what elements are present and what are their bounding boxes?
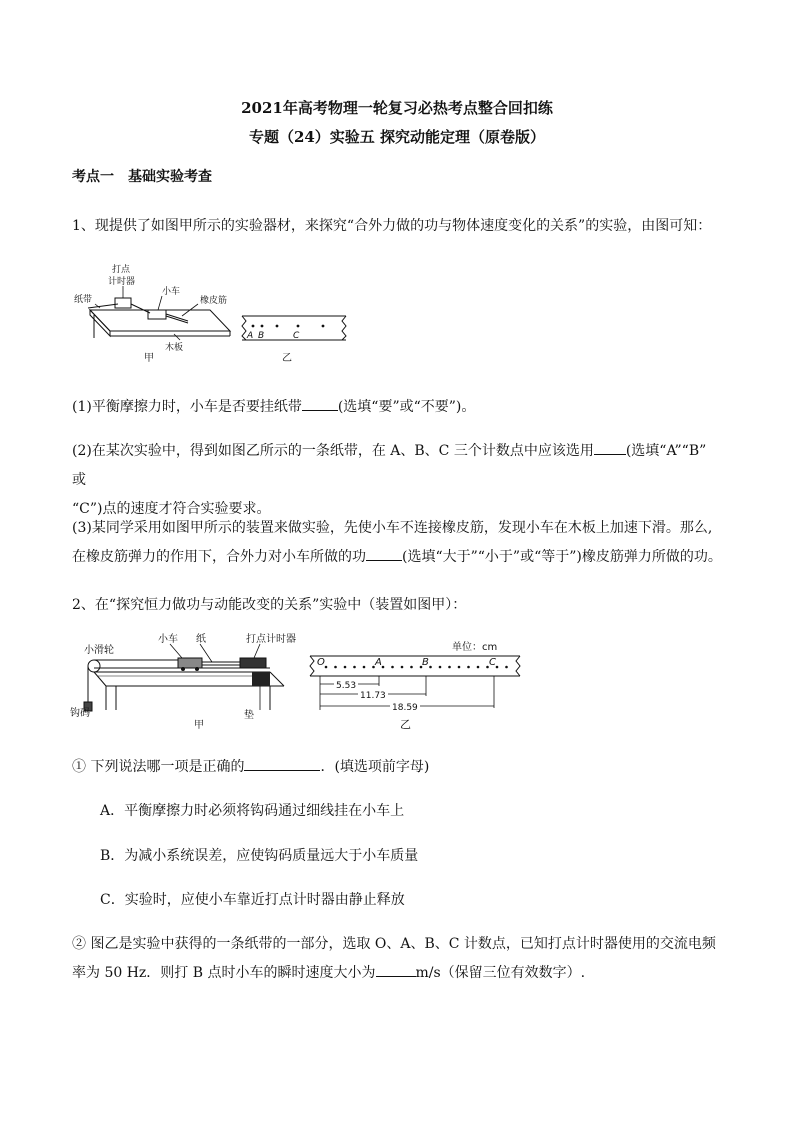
label-point-c: C xyxy=(489,657,496,668)
tape-dot xyxy=(496,666,499,669)
label-distance-oc: 18.59 xyxy=(392,703,418,713)
q2-sub2: ② 图乙是实验中获得的一条纸带的一部分，选取 O、A、B、C 计数点，已知打点计时器使用的交流电频 率为 50 Hz．则打 B 点时小车的瞬时速度大小为 m/s（保留三位有效数字）. xyxy=(72,936,716,981)
tape-dot xyxy=(382,666,385,669)
section-heading xyxy=(72,166,212,186)
label-unit: 单位：cm xyxy=(452,642,498,653)
tape-dot xyxy=(439,666,442,669)
label-distance-ob: 11.73 xyxy=(360,691,386,701)
timer-shape xyxy=(115,298,131,308)
tape-dot xyxy=(458,666,461,669)
answer-blank-q2-1[interactable] xyxy=(244,756,320,771)
tape-dot xyxy=(363,666,366,669)
answer-blank-q1-2[interactable] xyxy=(594,440,626,455)
q1-part1: (1)平衡摩擦力时，小车是否要挂纸带 (选填“要”或“不要”)。 xyxy=(72,393,722,422)
label-point-a: A xyxy=(247,331,254,341)
caption-jia: 甲 xyxy=(144,353,154,364)
label-timer-line2: 计时器 xyxy=(108,277,136,287)
tape-dot xyxy=(448,666,451,669)
pulley-shape xyxy=(88,660,100,672)
caption-yi: 乙 xyxy=(282,353,292,364)
cart-shape xyxy=(178,658,202,668)
tape-dot xyxy=(297,325,300,328)
document-title: 2021年高考物理一轮复习必热考点整合回扣练 xyxy=(241,99,553,117)
answer-blank-q2-2[interactable] xyxy=(376,962,416,977)
label-weight: 钩码 xyxy=(70,708,90,719)
q1-figure-yi xyxy=(242,316,346,364)
q2-figure-jia xyxy=(70,628,540,738)
caption-jia: 甲 xyxy=(194,720,204,731)
tape-dot xyxy=(261,325,264,328)
tape-dot xyxy=(344,666,347,669)
tape-dot xyxy=(410,666,413,669)
label-timer: 打点计时器 xyxy=(246,634,296,645)
label-cart: 小车 xyxy=(158,634,178,645)
document-subtitle: 专题（24）实验五 探究动能定理（原卷版） xyxy=(248,128,546,146)
q1-stem: 1、现提供了如图甲所示的实验器材，来探究“合外力做的功与物体速度变化的关系”的实验，由图可知： xyxy=(72,218,712,234)
board-shape xyxy=(90,310,230,331)
q2-option-c: C．实验时，应使小车靠近打点计时器由静止释放 xyxy=(100,892,405,908)
tape-dot xyxy=(276,325,279,328)
q2-option-b: B．为减小系统误差，应使钩码质量远大于小车质量 xyxy=(100,848,419,864)
tape-dot xyxy=(477,666,480,669)
pad-shape xyxy=(252,672,270,686)
timer-shape xyxy=(240,658,266,668)
label-pulley: 小滑轮 xyxy=(84,645,114,656)
cart-shape xyxy=(148,310,166,319)
q2-figure-yi xyxy=(310,640,520,731)
label-cart: 小车 xyxy=(162,287,181,297)
q1-part2: (2)在某次实验中，得到如图乙所示的一条纸带，在 A、B、C 三个计数点中应该选用 (选填“A”“B” 或 “C”)点的速度才符合实验要求。 xyxy=(72,437,722,524)
q2-sub1: ① 下列说法哪一项是正确的 ．(填选项前字母) xyxy=(72,753,722,782)
q1-part3: (3)某同学采用如图甲所示的装置来做实验，先使小车不连接橡皮筋，发现小车在木板上加速下滑。那么, 在橡皮筋弹力的作用下，合外力对小车所做的功 (选填“大于”“小于”或“等于”)橡皮筋弹力所做的功。 xyxy=(72,520,722,565)
tape-dot xyxy=(505,666,508,669)
label-board: 木板 xyxy=(165,343,184,353)
tape-dot xyxy=(467,666,470,669)
section-label: 考点一 xyxy=(72,169,114,185)
label-point-a: A xyxy=(375,657,382,668)
label-rubber: 橡皮筋 xyxy=(200,296,228,306)
tape-dot xyxy=(401,666,404,669)
tape-dot xyxy=(429,666,432,669)
q1-figure-jia xyxy=(70,258,350,368)
answer-blank-q1-3[interactable] xyxy=(366,546,402,561)
tape-dot xyxy=(252,325,255,328)
label-distance-oa: 5.53 xyxy=(336,681,357,691)
section-name: 基础实验考查 xyxy=(128,169,212,185)
label-pad: 垫 xyxy=(244,710,254,721)
label-paper: 纸 xyxy=(196,634,206,645)
label-point-c: C xyxy=(293,331,300,341)
label-point-o: O xyxy=(317,657,325,668)
tape-dot xyxy=(334,666,337,669)
tape-dot xyxy=(353,666,356,669)
label-point-b: B xyxy=(422,657,429,668)
tape-dot xyxy=(325,666,328,669)
label-point-b: B xyxy=(258,331,265,341)
q2-stem: 2、在“探究恒力做功与动能改变的关系”实验中（装置如图甲）： xyxy=(72,597,467,613)
caption-yi: 乙 xyxy=(400,718,411,731)
label-tape: 纸带 xyxy=(74,295,93,305)
q2-option-a: A．平衡摩擦力时必须将钩码通过细线挂在小车上 xyxy=(100,803,405,819)
tape-dot xyxy=(391,666,394,669)
label-timer-line1: 打点 xyxy=(112,265,131,275)
tape-dot xyxy=(322,325,325,328)
answer-blank-q1-1[interactable] xyxy=(302,396,338,411)
